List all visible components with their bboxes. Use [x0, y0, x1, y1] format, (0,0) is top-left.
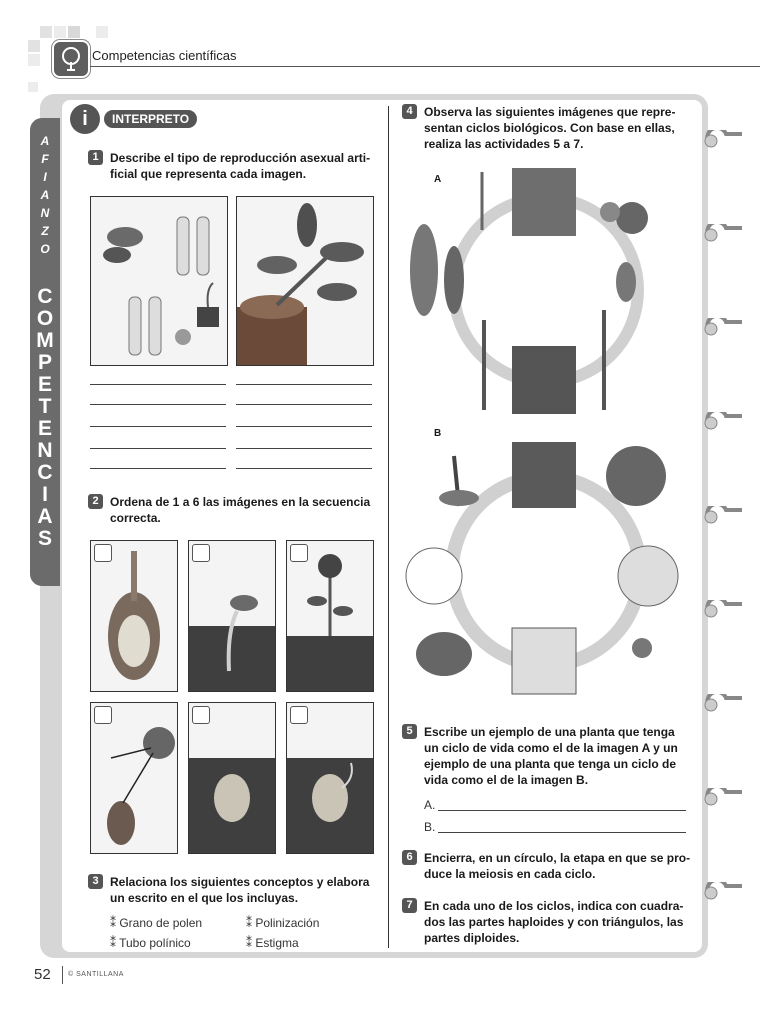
- header-rule: [90, 66, 760, 67]
- order-checkbox[interactable]: [290, 544, 308, 562]
- order-checkbox[interactable]: [94, 544, 112, 562]
- section-label: INTERPRETO: [104, 110, 197, 128]
- question-number: 7: [402, 898, 417, 913]
- question-6-text: Encierra, en un círculo, la etapa en que se pro- duce la meiosis en cada ciclo.: [424, 851, 691, 881]
- question-2-text: Ordena de 1 a 6 las imágenes en la secuencia correcta.: [110, 495, 371, 525]
- concept-item: ⁑ Estigma: [246, 936, 299, 950]
- order-checkbox[interactable]: [192, 544, 210, 562]
- copyright: © SANTILLANA: [68, 971, 124, 978]
- column-divider: [388, 106, 389, 948]
- seed-in-soil-image: [188, 702, 276, 854]
- seed-section-image: [90, 540, 178, 692]
- side-tab-competencias: C O M P E T E N C I A S: [36, 285, 54, 550]
- pollination-image: [90, 702, 178, 854]
- cycle-a-label: A: [434, 174, 442, 185]
- answer-b-label: B.: [424, 820, 436, 834]
- order-checkbox[interactable]: [290, 706, 308, 724]
- answer-a-line[interactable]: [438, 810, 686, 811]
- flowering-plant-image: [286, 540, 374, 692]
- order-checkbox[interactable]: [192, 706, 210, 724]
- question-7-text: En cada uno de los ciclos, indica con cuadra- dos las partes haploides y con triángulos, las partes diploides.: [424, 899, 684, 945]
- sprouting-seed-image: [286, 702, 374, 854]
- answer-a-label: A.: [424, 798, 436, 812]
- question-1-text: Describe el tipo de reproducción asexual arti- ficial que representa cada imagen.: [110, 151, 371, 181]
- question-number: 3: [88, 874, 103, 889]
- question-number: 5: [402, 724, 417, 739]
- tissue-culture-image: [90, 196, 228, 366]
- order-checkbox[interactable]: [94, 706, 112, 724]
- concept-item: ⁑ Tubo polínico: [110, 936, 191, 950]
- answer-b-line[interactable]: [438, 832, 686, 833]
- question-5-text: Escribe un ejemplo de una planta que tenga un ciclo de vida como el de la imagen A y un ejemplo de una planta que tenga un ciclo de vida como el de la imagen B.: [424, 725, 678, 787]
- footer-divider: [62, 966, 63, 984]
- side-tab-afianzo: A F I A N Z O: [40, 134, 50, 256]
- question-number: 4: [402, 104, 417, 119]
- question-number: 1: [88, 150, 103, 165]
- question-4-text: Observa las siguientes imágenes que repre- sentan ciclos biológicos. Con base en ellas, realiza las actividades 5 a 7.: [424, 105, 676, 151]
- cycle-b-label: B: [434, 428, 442, 439]
- question-3-text: Relaciona los siguientes conceptos y elabora un escrito en el que los incluyas.: [110, 875, 370, 905]
- tree-icon: [52, 40, 90, 78]
- concept-item: ⁑ Polinización: [246, 916, 320, 930]
- header-title: Competencias científicas: [92, 48, 237, 63]
- info-icon: i: [70, 104, 100, 134]
- moss-life-cycle-diagram: [404, 160, 688, 420]
- page-number: 52: [34, 966, 51, 983]
- concept-item: ⁑ Grano de polen: [110, 916, 203, 930]
- grafting-image: [236, 196, 374, 366]
- fern-life-cycle-diagram: [404, 436, 688, 702]
- question-number: 6: [402, 850, 417, 865]
- germination-image: [188, 540, 276, 692]
- question-number: 2: [88, 494, 103, 509]
